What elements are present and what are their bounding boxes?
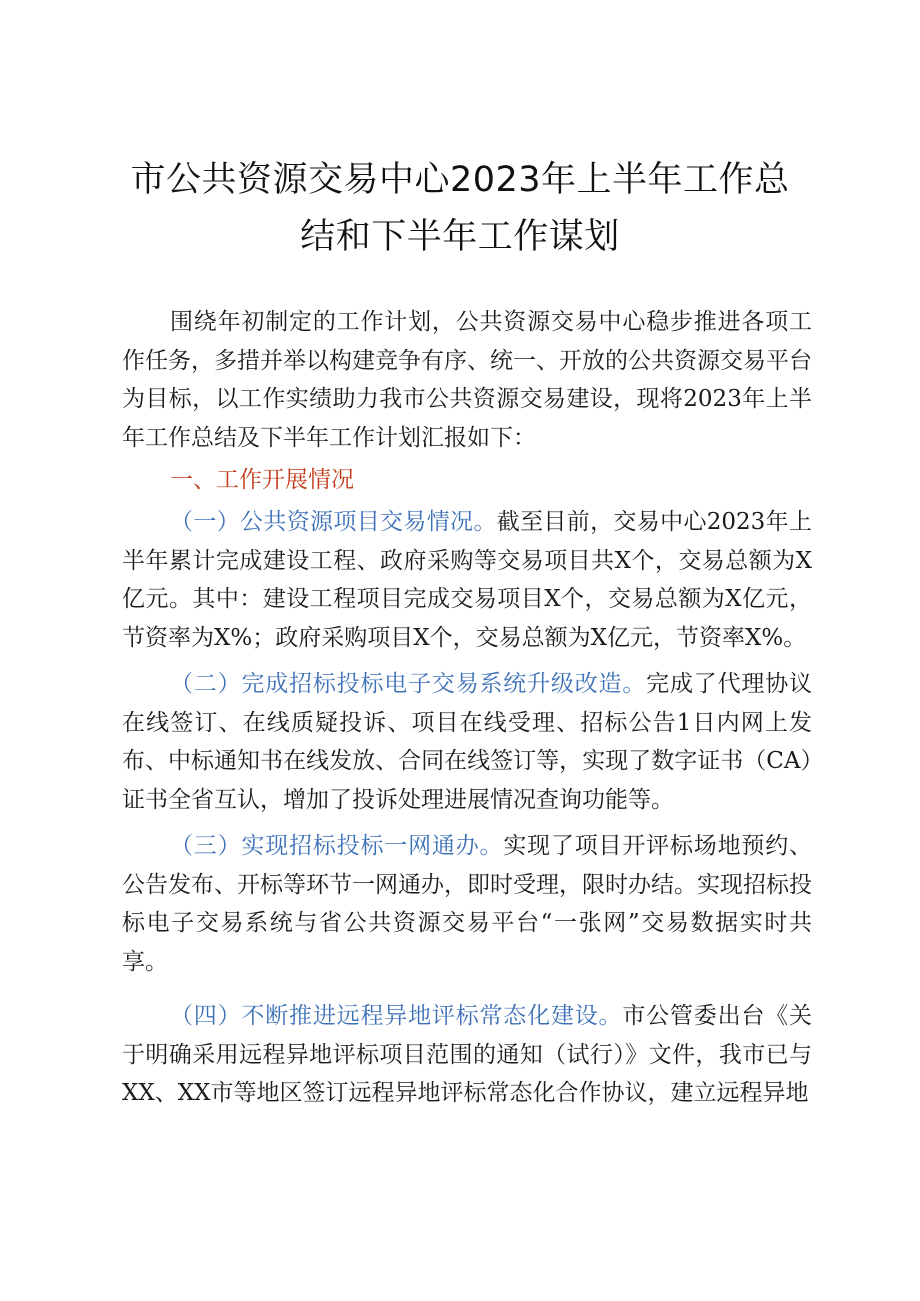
item-paragraph-1	[122, 503, 812, 657]
item-paragraph-4	[122, 997, 812, 1113]
item-subtitle-1: （一）公共资源项目交易情况。	[170, 509, 497, 535]
title-line-1: 市公共资源交易中心2023年上半年工作总	[130, 160, 790, 200]
document-title	[100, 152, 820, 266]
item-text-4: 市公管委出台《关于明确采用远程异地评标项目范围的通知（试行）》文件，我市已与XX、XX市等地区签订远程异地评标常态化合作协议，建立远程异地	[122, 1003, 813, 1106]
item-paragraph-3	[122, 827, 812, 981]
intro-paragraph: 围绕年初制定的工作计划，公共资源交易中心稳步推进各项工作任务，多措并举以构建竞争有序、统一、开放的公共资源交易平台为目标，以工作实绩助力我市公共资源交易建设，现将2023年上半年工作总结及下半年工作计划汇报如下：	[122, 309, 812, 451]
item-text-2: 完成了代理协议在线签订、在线质疑投诉、项目在线受理、招标公告1日内网上发布、中标通知书在线发放、合同在线签订等，实现了数字证书（CA）证书全省互认，增加了投诉处理进展情况查询功能等。	[122, 671, 813, 813]
item-paragraph-2	[122, 665, 812, 819]
section-heading: 一、工作开展情况	[170, 467, 354, 493]
document-body	[122, 303, 812, 1113]
item-subtitle-2: （二）完成招标投标电子交易系统升级改造。	[170, 671, 647, 697]
item-subtitle-4: （四）不断推进远程异地评标常态化建设。	[170, 1003, 623, 1029]
title-line-2: 结和下半年工作谋划	[300, 217, 620, 257]
item-text-3: 实现了项目开评标场地预约、公告发布、开标等环节一网通办，即时受理，限时办结。实现招标投标电子交易系统与省公共资源交易平台“一张网”交易数据实时共享。	[122, 833, 813, 975]
item-subtitle-3: （三）实现招标投标一网通办。	[170, 833, 504, 859]
item-text-1: 截至目前，交易中心2023年上半年累计完成建设工程、政府采购等交易项目共X个，交易总额为X亿元。其中：建设工程项目完成交易项目X个，交易总额为X亿元，节资率为X%；政府采购项目X个，交易总额为X亿元，节资率X%。	[122, 509, 812, 651]
